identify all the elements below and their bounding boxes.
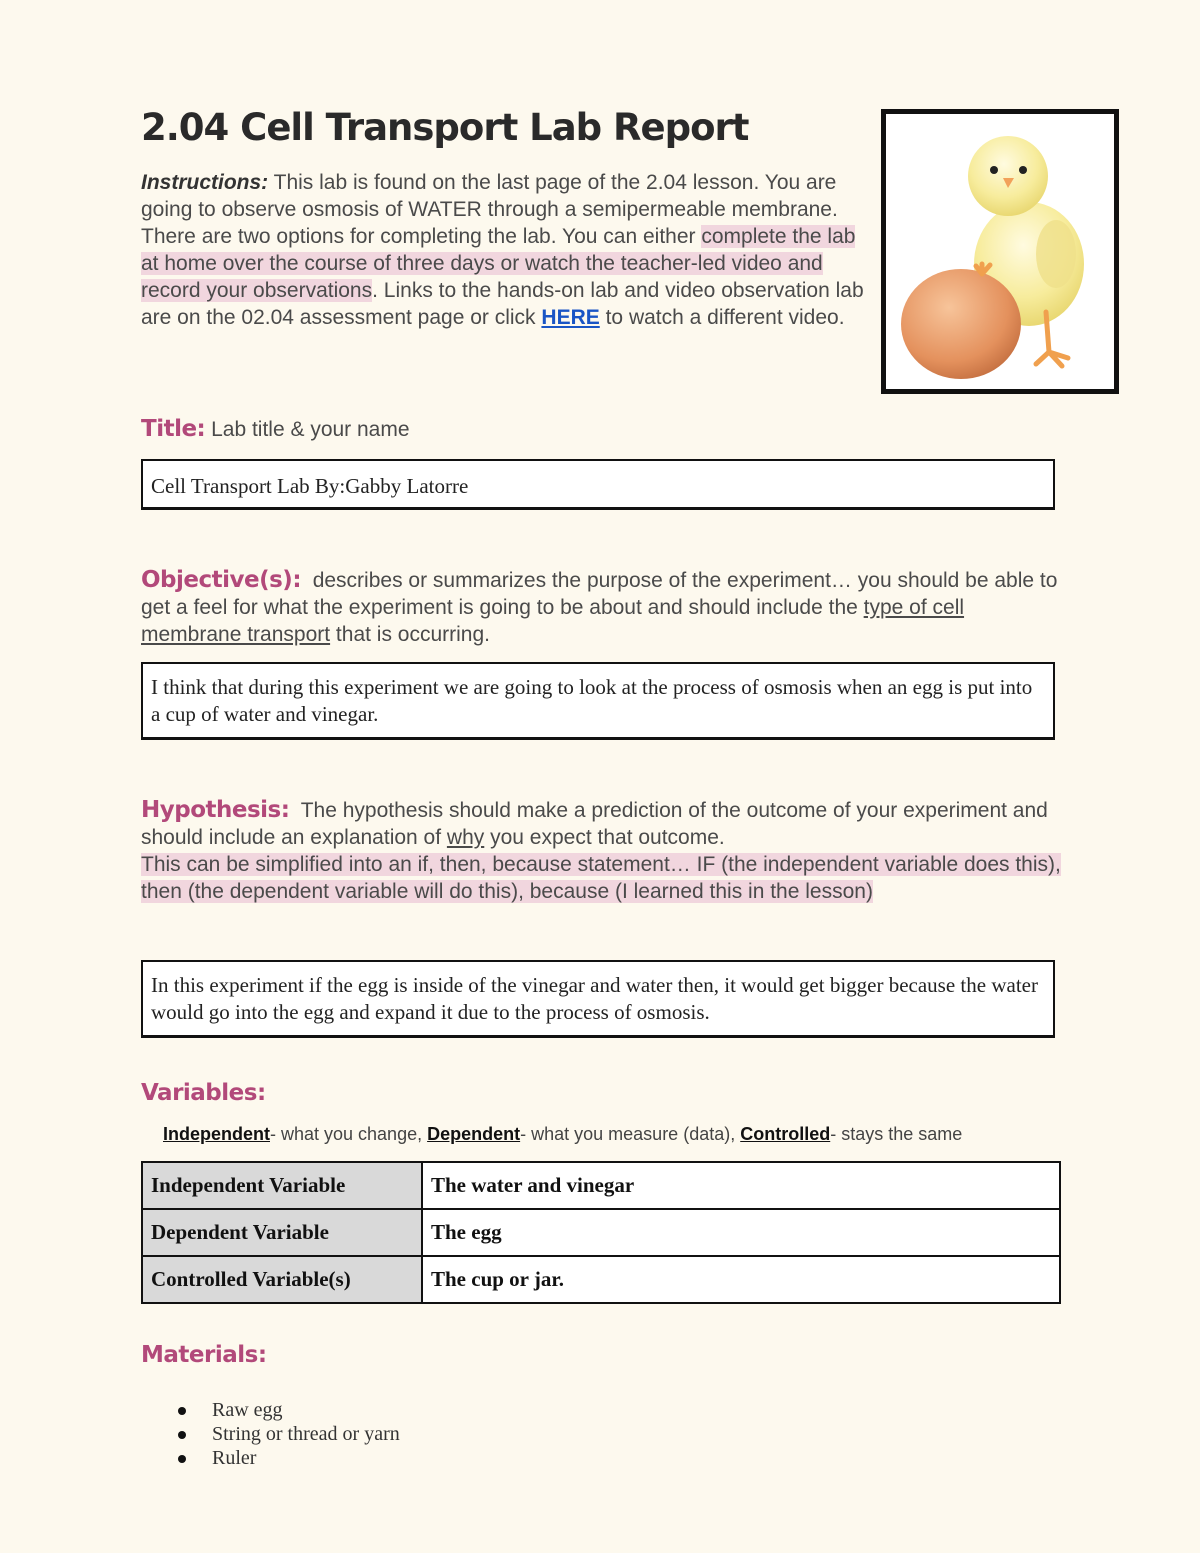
legend-controlled-desc: - stays the same [830, 1124, 963, 1144]
chick-photo [881, 109, 1119, 394]
legend-dependent-desc: - what you measure (data), [520, 1124, 741, 1144]
page-title: 2.04 Cell Transport Lab Report [141, 106, 749, 149]
objective-heading: Objective(s): [141, 567, 302, 593]
hypothesis-text: The hypothesis should make a prediction of the outcome of your experiment and should include an explanation of [141, 799, 1048, 849]
table-row [142, 1256, 1060, 1303]
objective-answer-field[interactable]: I think that during this experiment we are going to look at the process of osmosis when an egg is put into a cup of water and vinegar. [141, 662, 1055, 740]
hypothesis-highlight: This can be simplified into an if, then, because statement… IF (the independent variable does this), then (the dependent variable will do this), because (I learned this in the lesson) [141, 853, 1061, 903]
instructions-text [141, 169, 866, 331]
table-row [142, 1209, 1060, 1256]
variable-value-field[interactable]: The water and vinegar [422, 1162, 1060, 1209]
title-prompt: Lab title & your name [211, 418, 410, 441]
list-item: Raw egg [178, 1398, 400, 1422]
variable-value-field[interactable]: The cup or jar. [422, 1256, 1060, 1303]
legend-independent-desc: - what you change, [270, 1124, 428, 1144]
hypothesis-section [141, 797, 1066, 905]
hypothesis-heading: Hypothesis: [141, 797, 290, 823]
variable-label: Dependent Variable [142, 1209, 422, 1256]
instructions-label: Instructions: [141, 171, 269, 194]
variable-value-field[interactable]: The egg [422, 1209, 1060, 1256]
objective-section [141, 567, 1066, 648]
title-answer-field[interactable]: Cell Transport Lab By:Gabby Latorre [141, 459, 1055, 510]
materials-list [178, 1398, 400, 1470]
objective-text-2: that is occurring. [330, 623, 490, 646]
list-item: Ruler [178, 1446, 400, 1470]
title-section [141, 416, 1066, 443]
chick-standing-on-egg-icon [886, 114, 1114, 389]
hypothesis-answer-field[interactable]: In this experiment if the egg is inside of the vinegar and water then, it would get bigger because the water would go into the egg and expand it due to the process of osmosis. [141, 960, 1055, 1038]
title-heading: Title: [141, 416, 206, 442]
instructions-body-2: . Links to the hands-on lab and video observation lab are on the 02.04 assessment page or click [141, 279, 864, 329]
instructions-body-3: to watch a different video. [599, 306, 845, 329]
variable-label: Independent Variable [142, 1162, 422, 1209]
variables-table [141, 1161, 1061, 1304]
materials-heading: Materials: [141, 1342, 267, 1368]
list-item: String or thread or yarn [178, 1422, 400, 1446]
variable-label: Controlled Variable(s) [142, 1256, 422, 1303]
objective-text: describes or summarizes the purpose of the experiment… you should be able to get a feel for what the experiment is going to be about and should include the [141, 569, 1058, 619]
legend-independent: Independent [163, 1124, 270, 1144]
here-link[interactable]: HERE [541, 306, 600, 329]
variables-legend [163, 1124, 962, 1145]
instructions-body: This lab is found on the last page of the 2.04 lesson. You are going to observe osmosis of WATER through a semipermeable membrane. There are two options for completing the lab. You can either [141, 171, 838, 248]
hypothesis-underlined: why [446, 826, 485, 849]
legend-controlled: Controlled [740, 1124, 831, 1144]
hypothesis-text-2: you expect that outcome. [484, 826, 725, 849]
table-row [142, 1162, 1060, 1209]
legend-dependent: Dependent [427, 1124, 521, 1144]
instructions-highlight: complete the lab at home over the course of three days or watch the teacher-led video and record your observations [141, 225, 856, 302]
objective-underlined: type of cell membrane transport [141, 596, 965, 646]
variables-heading: Variables: [141, 1080, 266, 1106]
